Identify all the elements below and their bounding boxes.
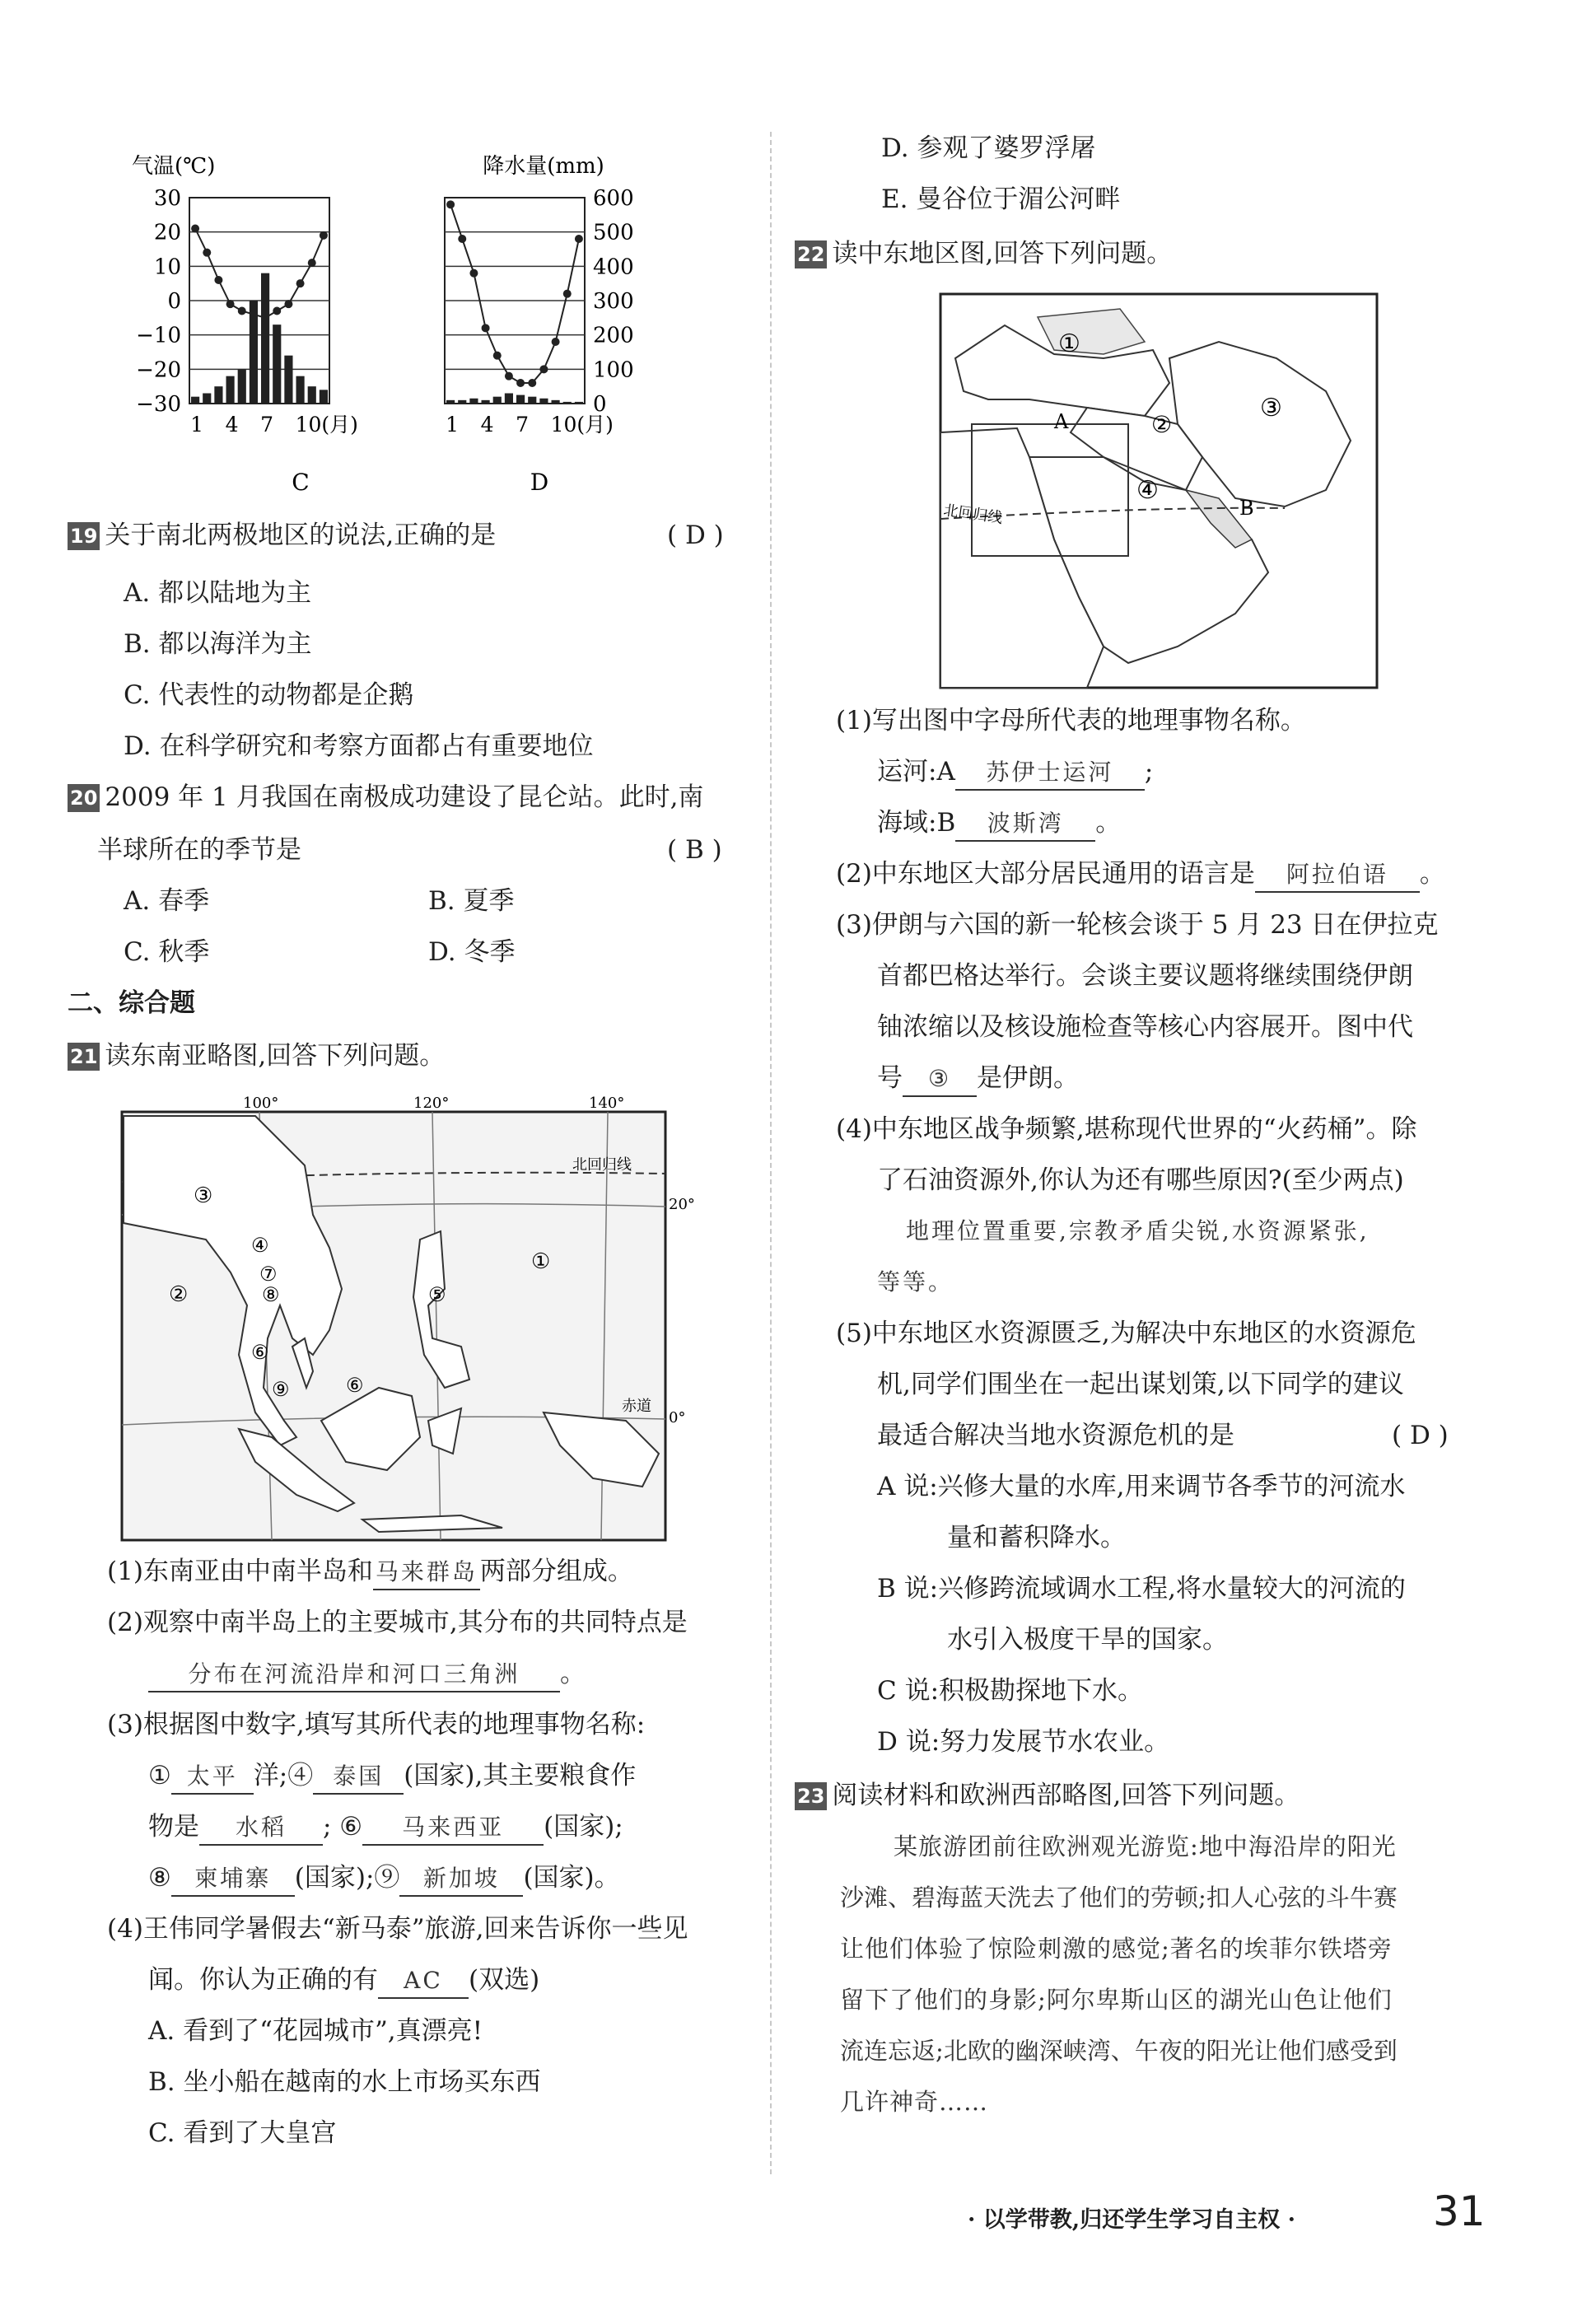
month-tick: 1: [446, 413, 459, 437]
answer-cambodia: 柬埔寨: [171, 1862, 295, 1897]
q22-p4-line2: 了石油资源外,你认为还有哪些原因?(至少两点): [877, 1165, 1404, 1195]
q22-p3-answer: ③: [903, 1062, 977, 1097]
q22-p5-line3: 最适合解决当地水资源危机的是: [877, 1421, 1234, 1450]
q22-number: 22: [795, 240, 827, 268]
q21-number: 21: [68, 1043, 100, 1071]
marker-5: ⑤: [428, 1283, 446, 1306]
chart-c: [189, 198, 329, 404]
q21-p4-line2: 闻。你认为正确的有 AC (双选): [148, 1963, 539, 1999]
q19-option-a: A. 都以陆地为主: [124, 578, 312, 608]
chart-d-precip-bar: [516, 395, 525, 404]
chart-c-precip-bar: [296, 376, 305, 404]
chart-c-temp-point: [273, 307, 281, 315]
chart-c-temp-point: [261, 314, 269, 322]
q21-p3-line2: 物是 水稻 ; ⑥ 马来西亚 (国家);: [148, 1810, 623, 1846]
temp-tick: −20: [136, 357, 181, 383]
me-marker-4: ④: [1136, 476, 1159, 505]
q23-material-3: 让他们体验了惊险刺激的感觉;著名的埃菲尔铁塔旁: [840, 1935, 1393, 1963]
q22-p4-answer-1: 地理位置重要,宗教矛盾尖锐,水资源紧张,: [906, 1217, 1370, 1244]
precip-tick: 400: [593, 254, 634, 280]
q21-p2: (2)观察中南半岛上的主要城市,其分布的共同特点是: [107, 1608, 688, 1637]
q21-stem: [68, 1039, 445, 1072]
chart-d-precip-bar: [493, 397, 502, 404]
q23-material-4: 留下了他们的身影;阿尔卑斯山区的湖光山色让他们: [840, 1986, 1393, 2014]
q19-text: 关于南北两极地区的说法,正确的是: [105, 521, 497, 550]
q21-option-d: D. 参观了婆罗浮屠: [881, 133, 1096, 163]
q22-opt-a-2: 量和蓄积降水。: [947, 1523, 1126, 1552]
chart-c-precip-bar: [203, 394, 211, 404]
q20-option-a: A. 春季: [124, 886, 210, 916]
q22-stem: [795, 237, 1172, 270]
marker-1: ①: [531, 1249, 551, 1274]
q22-p3-line4: 号 ③ 是伊朗。: [877, 1062, 1079, 1097]
equator-label: 赤道: [622, 1398, 651, 1415]
page-number: 31: [1433, 2187, 1486, 2235]
q22-p3-line2: 首都巴格达举行。会谈主要议题将继续围绕伊朗: [877, 961, 1413, 991]
chart-c-temp-point: [191, 225, 199, 233]
lat-label-0: 0°: [669, 1409, 686, 1426]
marker-9: ⑨: [272, 1378, 290, 1401]
chart-d-title: 降水量(mm): [483, 154, 604, 179]
lon-label-140: 140°: [589, 1095, 625, 1112]
chart-c-precip-bar: [226, 376, 235, 404]
chart-d-temp-point: [539, 365, 548, 373]
chart-d-precip-bar: [482, 400, 490, 404]
q22-opt-c: C 说:积极勘探地下水。: [877, 1676, 1144, 1706]
q21-p3-line1: ① 太平 洋;④ 泰国 (国家),其主要粮食作: [148, 1759, 636, 1795]
chart-d-precip-bar: [446, 400, 455, 404]
q22-p3-line3: 铀浓缩以及核设施检查等核心内容展开。图中代: [877, 1012, 1413, 1042]
marker-2: ②: [169, 1282, 189, 1307]
q20-number: 20: [68, 784, 100, 812]
q22-text: 读中东地区图,回答下列问题。: [832, 239, 1173, 268]
q23-material-1: 某旅游团前往欧洲观光游览:地中海沿岸的阳光: [894, 1832, 1397, 1860]
q23-text: 阅读材料和欧洲西部略图,回答下列问题。: [832, 1781, 1300, 1810]
me-tropic-label: 北回归线: [942, 502, 1004, 527]
q20-option-b: B. 夏季: [428, 886, 515, 916]
chart-c-temp-point: [214, 276, 222, 284]
chart-d-precip-bar: [528, 397, 536, 404]
section-title: 二、综合题: [68, 988, 195, 1018]
chart-d-temp-point: [575, 235, 583, 243]
chart-d-temp-point: [552, 338, 560, 346]
q20-option-d: D. 冬季: [428, 937, 516, 967]
q23-material-6: 几许神奇……: [840, 2088, 989, 2116]
q21-option-a: A. 看到了“花园城市”,真漂亮!: [148, 2016, 483, 2046]
middle-east-map: [939, 292, 1379, 692]
q22-p3-line1: (3)伊朗与六国的新一轮核会谈于 5 月 23 日在伊拉克: [836, 910, 1439, 940]
chart-c-precip-bar: [308, 386, 316, 404]
chart-d-temp-point: [482, 324, 490, 332]
answer-rice: 水稻: [199, 1811, 323, 1846]
q22-opt-a-1: A 说:兴修大量的水库,用来调节各季节的河流水: [877, 1472, 1406, 1501]
lat-label-20: 20°: [669, 1196, 695, 1213]
q19-option-b: B. 都以海洋为主: [124, 629, 312, 659]
chart-d-temp-point: [505, 372, 513, 380]
southeast-asia-map: [115, 1091, 695, 1548]
temp-tick: 20: [153, 220, 181, 245]
me-marker-1: ①: [1058, 329, 1080, 358]
chart-c-title: 气温(℃): [132, 154, 216, 179]
chart-d-precip-bar: [539, 399, 548, 404]
q22-opt-b-1: B 说:兴修跨流域调水工程,将水量较大的河流的: [877, 1574, 1406, 1604]
chart-c-temp-point: [284, 300, 292, 308]
chart-c-temp-point: [296, 279, 305, 287]
q21-p3: (3)根据图中数字,填写其所代表的地理事物名称:: [107, 1710, 646, 1739]
chart-d-precip-bar: [458, 400, 466, 404]
footer-motto: · 以学带教,归还学生学习自主权 ·: [968, 2207, 1295, 2233]
chart-d: [445, 198, 585, 404]
q19-option-d: D. 在科学研究和考察方面都占有重要地位: [124, 731, 594, 761]
precip-tick: 100: [593, 357, 634, 383]
month-tick: 10(月): [550, 413, 614, 437]
answer-malaysia: 马来西亚: [362, 1811, 544, 1846]
q23-number: 23: [795, 1782, 827, 1810]
chart-c-temp-point: [226, 300, 235, 308]
q22-canal-answer: 苏伊士运河: [955, 756, 1145, 791]
chart-c-precip-bar: [191, 397, 199, 404]
chart-c-precip-bar: [261, 273, 269, 404]
chart-d-precip-bar: [575, 402, 583, 404]
chart-d-precip-bar: [552, 400, 560, 404]
q21-option-c: C. 看到了大皇宫: [148, 2118, 337, 2148]
chart-d-precip-bar: [469, 399, 478, 404]
marker-7: ⑦: [259, 1263, 278, 1286]
q21-p2-answer: 分布在河流沿岸和河口三角洲: [148, 1658, 560, 1692]
lon-label-100: 100°: [243, 1095, 279, 1112]
q22-p5-line2: 机,同学们围坐在一起出谋划策,以下同学的建议: [877, 1370, 1404, 1399]
q20-text-1: 2009 年 1 月我国在南极成功建设了昆仑站。此时,南: [105, 782, 704, 812]
q20-text-2: 半球所在的季节是: [97, 835, 301, 865]
chart-c-precip-bar: [273, 324, 281, 404]
precip-tick: 300: [593, 289, 634, 314]
chart-d-temp-point: [563, 290, 572, 298]
temp-tick: 30: [153, 186, 181, 211]
q19-stem: [68, 519, 496, 552]
q21-p2-answer-line: 分布在河流沿岸和河口三角洲 。: [148, 1657, 586, 1692]
chart-c-temp-point: [250, 310, 258, 319]
marker-8: ⑧: [262, 1283, 280, 1306]
month-tick: 7: [260, 413, 273, 437]
q19-number: 19: [68, 522, 100, 550]
marker-3: ③: [194, 1184, 213, 1208]
q22-opt-d: D 说:努力发展节水农业。: [877, 1727, 1170, 1757]
lon-label-120: 120°: [413, 1095, 450, 1112]
q23-material-5: 流连忘返;北欧的幽深峡湾、午夜的阳光让他们感受到: [840, 2037, 1398, 2065]
q21-p4: (4)王伟同学暑假去“新马泰”旅游,回来告诉你一些见: [107, 1914, 688, 1944]
q22-p2: (2)中东地区大部分居民通用的语言是 阿拉伯语 。: [836, 857, 1445, 893]
marker-4: ④: [251, 1234, 269, 1257]
precip-tick: 600: [593, 186, 634, 211]
column-divider: [770, 132, 772, 2174]
q22-p1: (1)写出图中字母所代表的地理事物名称。: [836, 706, 1306, 735]
month-tick: 4: [225, 413, 239, 437]
me-marker-2: ②: [1151, 411, 1173, 438]
chart-c-temp-point: [320, 231, 328, 240]
month-tick: 1: [190, 413, 203, 437]
tropic-label: 北回归线: [572, 1156, 632, 1174]
chart-c-precip-bar: [238, 369, 246, 404]
chart-d-temp-point: [493, 352, 502, 360]
q19-option-c: C. 代表性的动物都是企鹅: [124, 680, 414, 710]
chart-c-temp-point: [238, 307, 246, 315]
q20-answer: ( B ): [667, 835, 722, 865]
chart-d-temp-point: [528, 379, 536, 387]
chart-d-temp-point: [516, 379, 525, 387]
temp-tick: 0: [167, 289, 181, 314]
q20-stem: [68, 781, 703, 814]
month-tick: 10(月): [295, 413, 358, 437]
q21-p1-answer: 马来群岛: [373, 1556, 480, 1590]
chart-d-temp-point: [446, 200, 455, 208]
q21-option-b: B. 坐小船在越南的水上市场买东西: [148, 2067, 541, 2097]
marker-6: ⑥: [251, 1341, 269, 1364]
answer-pacific: 太平: [171, 1760, 254, 1795]
temp-tick: −30: [136, 392, 181, 417]
temp-tick: 10: [153, 254, 181, 280]
chart-c-temp-point: [203, 249, 211, 257]
q22-p5-answer: ( D ): [1392, 1421, 1449, 1450]
chart-d-temp-point: [458, 235, 466, 243]
me-letter-a: A: [1054, 410, 1069, 433]
q21-option-e: E. 曼谷位于湄公河畔: [881, 184, 1121, 214]
q23-stem: [795, 1779, 1300, 1812]
q22-p5-line1: (5)中东地区水资源匮乏,为解决中东地区的水资源危: [836, 1319, 1416, 1348]
chart-c-precip-bar: [214, 386, 222, 404]
q21-text: 读东南亚略图,回答下列问题。: [105, 1041, 446, 1071]
precip-tick: 0: [593, 392, 607, 417]
chart-c-precip-bar: [320, 390, 328, 404]
chart-c-label: C: [292, 469, 310, 496]
q21-p4-answer: AC: [378, 1964, 469, 1999]
q22-p4-line1: (4)中东地区战争频繁,堪称现代世界的“火药桶”。除: [836, 1114, 1417, 1144]
q23-material-2: 沙滩、碧海蓝天洗去了他们的劳顿;扣人心弦的斗牛赛: [840, 1884, 1398, 1912]
me-letter-b: B: [1239, 497, 1254, 520]
chart-c-precip-bar: [284, 356, 292, 404]
answer-singapore: 新加坡: [399, 1862, 523, 1897]
q22-p4-answer-2: 等等。: [877, 1268, 954, 1296]
q20-option-c: C. 秋季: [124, 937, 210, 967]
q21-p3-line3: ⑧ 柬埔寨 (国家);⑨ 新加坡 (国家)。: [148, 1861, 620, 1897]
precip-tick: 200: [593, 323, 634, 348]
q22-p2-answer: 阿拉伯语: [1255, 858, 1420, 893]
temp-tick: −10: [136, 323, 181, 348]
marker-6b: ⑥: [346, 1374, 364, 1397]
month-tick: 7: [516, 413, 529, 437]
q21-p1: (1)东南亚由中南半岛和 马来群岛两部分组成。: [107, 1555, 633, 1590]
q22-opt-b-2: 水引入极度干旱的国家。: [947, 1625, 1228, 1655]
me-marker-3: ③: [1260, 394, 1282, 423]
answer-thailand: 泰国: [313, 1760, 404, 1795]
q19-answer: ( D ): [667, 521, 724, 550]
chart-d-precip-bar: [505, 394, 513, 404]
chart-d-temp-point: [469, 269, 478, 278]
q22-canal: 运河:A 苏伊士运河 ;: [877, 755, 1153, 791]
month-tick: 4: [480, 413, 494, 437]
q22-sea: 海域:B 波斯湾 。: [877, 806, 1121, 842]
chart-d-precip-bar: [563, 402, 572, 404]
climate-charts: [115, 148, 642, 511]
q22-sea-answer: 波斯湾: [955, 807, 1095, 842]
chart-c-temp-point: [308, 259, 316, 267]
chart-d-label: D: [530, 469, 549, 496]
precip-tick: 500: [593, 220, 634, 245]
